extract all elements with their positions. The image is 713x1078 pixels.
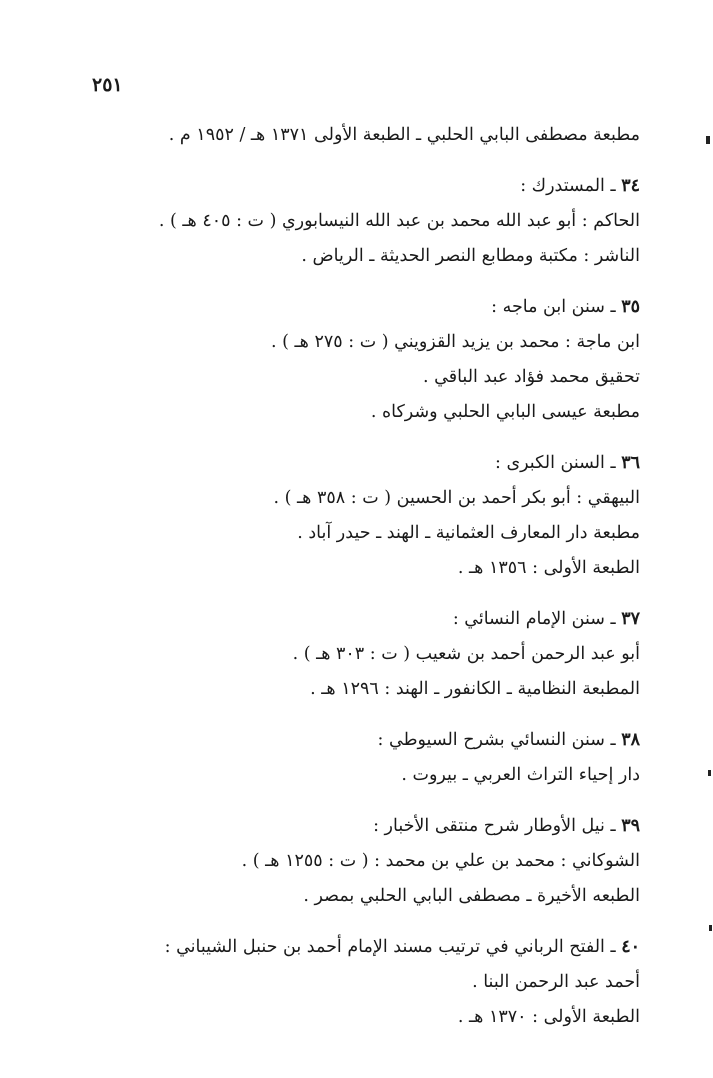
entry-number: ٣٩ xyxy=(621,816,640,836)
entry-heading: ٣٤ ـ المستدرك : xyxy=(520,176,640,196)
entry-line: ابن ماجة : محمد بن يزيد القزويني ( ت : ٢٧٥ هـ ) . xyxy=(271,332,640,352)
entry-line: الناشر : مكتبة ومطابع النصر الحديثة ـ الرياض . xyxy=(301,246,640,266)
entry-heading: ٤٠ ـ الفتح الرباني في ترتيب مسند الإمام أحمد بن حنبل الشيباني : xyxy=(164,937,640,957)
entry-number: ٤٠ xyxy=(621,937,640,957)
page-edge-mark xyxy=(709,925,712,931)
entry-line: المطبعة النظامية ـ الكانفور ـ الهند : ١٢٩٦ هـ . xyxy=(310,679,640,699)
entry-heading: ٣٦ ـ السنن الكبرى : xyxy=(495,453,640,473)
entry-line: دار إحياء التراث العربي ـ بيروت . xyxy=(401,765,640,785)
entry-number: ٣٦ xyxy=(621,453,640,473)
bibliography-entry xyxy=(120,602,640,707)
page-number: ٢٥١ xyxy=(92,74,123,96)
entry-number: ٣٧ xyxy=(621,609,640,629)
entry-line: الشوكاني : محمد بن علي بن محمد : ( ت : ١٢٥٥ هـ ) . xyxy=(241,851,640,871)
bibliography-entry xyxy=(120,446,640,586)
bibliography-entry xyxy=(120,169,640,274)
page-edge-mark xyxy=(706,136,710,144)
entry-title: سنن الإمام النسائي : xyxy=(452,609,605,629)
entry-line: البيهقي : أبو بكر أحمد بن الحسين ( ت : ٣٥٨ هـ ) . xyxy=(273,488,640,508)
entry-number: ٣٥ xyxy=(621,297,640,317)
entry-line: الحاكم : أبو عبد الله محمد بن عبد الله النيسابوري ( ت : ٤٠٥ هـ ) . xyxy=(158,211,640,231)
bibliography-entry xyxy=(120,809,640,914)
continuation-line: مطبعة مصطفى البابي الحلبي ـ الطبعة الأولى ١٣٧١ هـ / ١٩٥٢ م . xyxy=(168,125,640,145)
bibliography-entry xyxy=(120,290,640,430)
entry-title: السنن الكبرى : xyxy=(495,453,605,473)
entry-heading: ٣٧ ـ سنن الإمام النسائي : xyxy=(452,609,640,629)
page-edge-mark xyxy=(708,770,711,776)
entry-number: ٣٤ xyxy=(621,176,640,196)
entry-heading: ٣٥ ـ سنن ابن ماجه : xyxy=(491,297,640,317)
entry-line: الطبعة الأولى : ١٣٥٦ هـ . xyxy=(457,558,640,578)
bibliography-list xyxy=(120,118,640,1035)
bibliography-entry xyxy=(120,723,640,793)
entry-title: سنن النسائي بشرح السيوطي : xyxy=(377,730,605,750)
entry-line: الطبعة الأولى : ١٣٧٠ هـ . xyxy=(457,1007,640,1027)
entry-title: المستدرك : xyxy=(520,176,605,196)
entry-line: الطبعه الأخيرة ـ مصطفى البابي الحلبي بمصر . xyxy=(303,886,640,906)
entry-line: مطبعة دار المعارف العثمانية ـ الهند ـ حيدر آباد . xyxy=(297,523,640,543)
entry-title: سنن ابن ماجه : xyxy=(491,297,605,317)
entry-heading: ٣٩ ـ نيل الأوطار شرح منتقى الأخبار : xyxy=(373,816,640,836)
entry-line: أبو عبد الرحمن أحمد بن شعيب ( ت : ٣٠٣ هـ ) . xyxy=(292,644,640,664)
entry-number: ٣٨ xyxy=(621,730,640,750)
entry-line: تحقيق محمد فؤاد عبد الباقي . xyxy=(423,367,640,387)
entry-heading: ٣٨ ـ سنن النسائي بشرح السيوطي : xyxy=(377,730,640,750)
bibliography-entry xyxy=(120,930,640,1035)
entry-line: أحمد عبد الرحمن البنا . xyxy=(472,972,640,992)
entry-line: مطبعة عيسى البابي الحلبي وشركاه . xyxy=(370,402,640,422)
entry-title: الفتح الرباني في ترتيب مسند الإمام أحمد بن حنبل الشيباني : xyxy=(164,937,605,957)
entry-title: نيل الأوطار شرح منتقى الأخبار : xyxy=(373,816,605,836)
